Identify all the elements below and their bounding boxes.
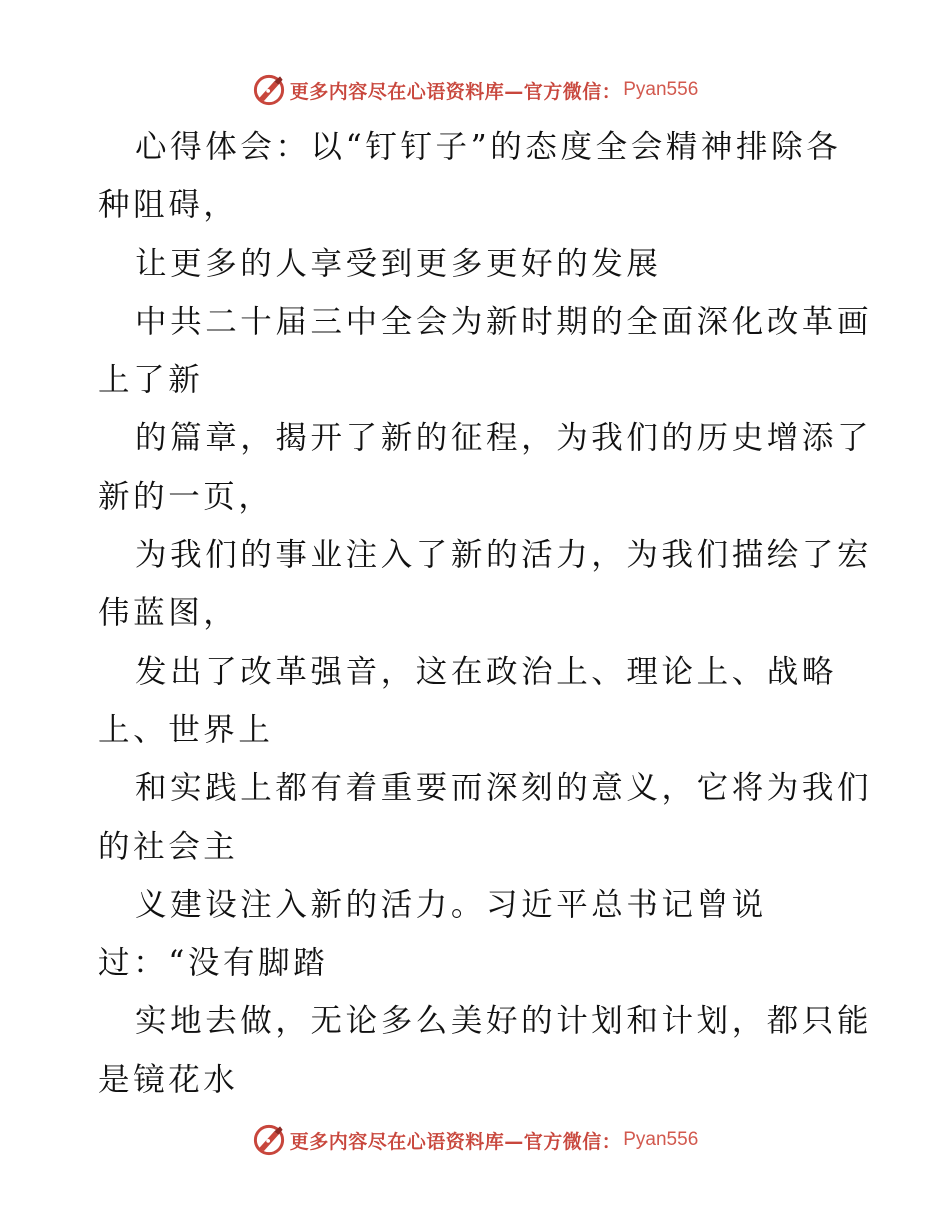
text-line: 让更多的人享受到更多更好的发展 [135, 245, 662, 282]
text-line: 伟蓝图， [98, 595, 239, 632]
text-line: 发出了改革强音，这在政治上、理论上、战略 [135, 653, 838, 690]
text-line: 上、世界上 [98, 711, 274, 748]
header-banner-text: 更多内容尽在心语资料库—官方微信： [289, 80, 622, 103]
pen-nib-logo-icon [252, 1123, 286, 1157]
pen-nib-logo-icon [252, 73, 286, 107]
text-line: 的社会主 [98, 828, 239, 865]
footer-watermark-banner [0, 1120, 950, 1160]
text-line: 的篇章，揭开了新的征程，为我们的历史增添了 [135, 420, 873, 457]
header-watermark-banner [0, 70, 950, 110]
footer-banner-text: 更多内容尽在心语资料库—官方微信： [289, 1130, 622, 1153]
text-line: 中共二十届三中全会为新时期的全面深化改革画 [135, 303, 873, 340]
text-line: 种阻碍， [98, 187, 239, 224]
header-banner-wechat-id: Pyan556 [623, 79, 699, 100]
text-line: 过：“没有脚踏 [98, 945, 329, 982]
text-line: 义建设注入新的活力。习近平总书记曾说 [135, 886, 767, 923]
text-line: 上了新 [98, 362, 204, 399]
document-body [98, 118, 873, 1109]
text-line: 心得体会：以“钉钉子”的态度全会精神排除各 [135, 129, 842, 165]
text-line: 是镜花水 [98, 1061, 239, 1098]
text-line: 新的一页， [98, 478, 274, 515]
footer-banner-wechat-id: Pyan556 [623, 1129, 699, 1150]
text-line: 为我们的事业注入了新的活力，为我们描绘了宏 [135, 537, 873, 574]
text-line: 和实践上都有着重要而深刻的意义，它将为我们 [135, 770, 873, 807]
text-line: 实地去做，无论多么美好的计划和计划，都只能 [135, 1003, 873, 1040]
